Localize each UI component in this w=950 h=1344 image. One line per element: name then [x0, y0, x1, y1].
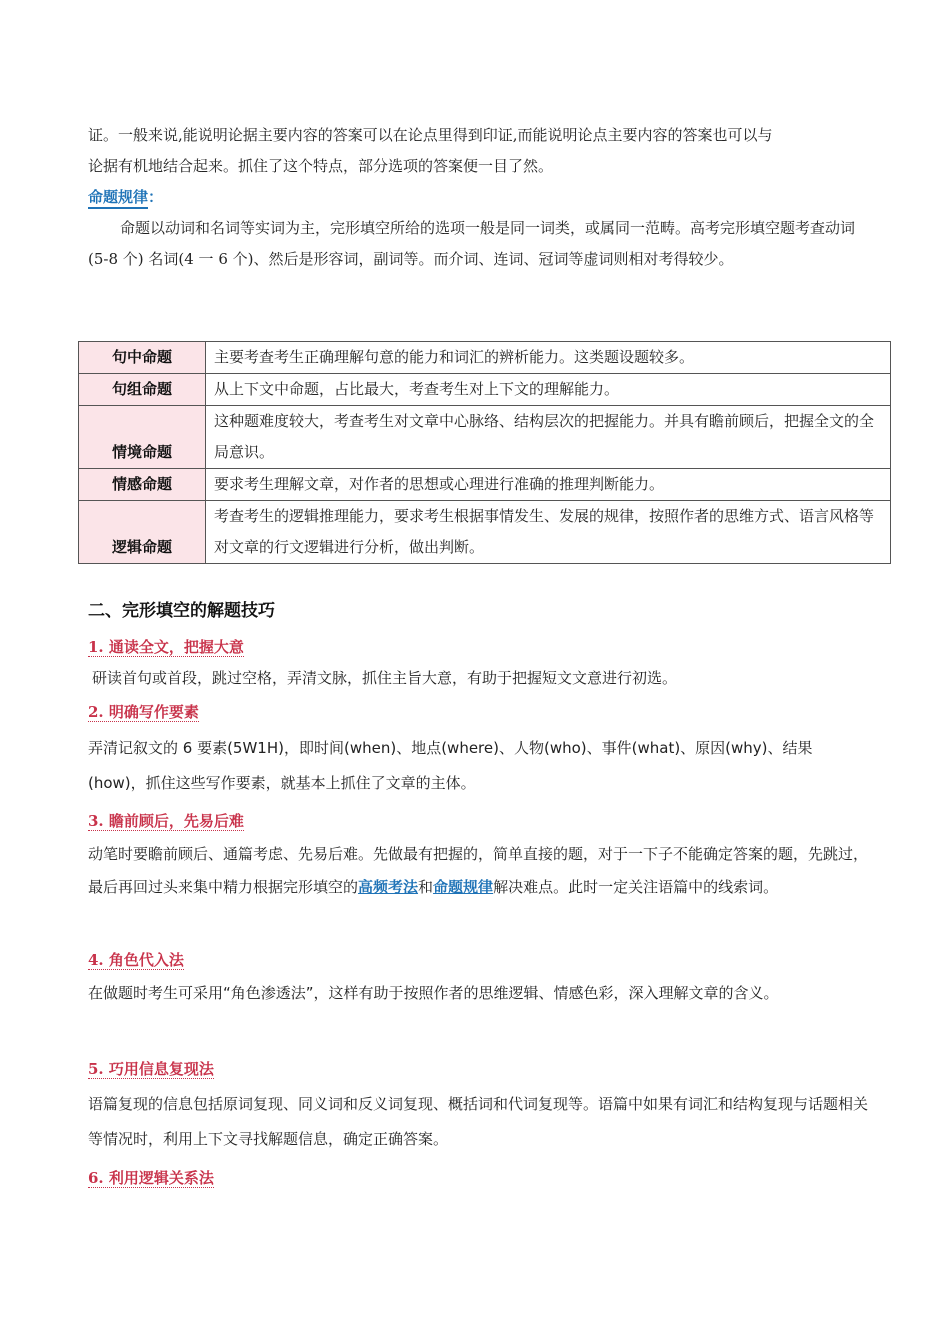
row-label: 逻辑命题 [79, 501, 206, 564]
tip-3-body-b: 解决难点。此时一定关注语篇中的线索词。 [493, 878, 779, 896]
row-text: 这种题难度较大，考查考生对文章中心脉络、结构层次的把握能力。并具有瞻前顾后，把握全文的全局意识。 [206, 406, 891, 469]
row-label: 情感命题 [79, 469, 206, 501]
tip-5-title-text: 5. 巧用信息复现法 [88, 1060, 214, 1078]
intro-line-1: 证。一般来说,能说明论据主要内容的答案可以在论点里得到印证,而能说明论点主要内容的答案也可以与 [88, 126, 773, 144]
row-label: 句组命题 [79, 374, 206, 406]
tip-6-title-text: 6. 利用逻辑关系法 [88, 1169, 214, 1187]
rules-heading-text: 命题规律 [88, 188, 148, 209]
table-row [79, 374, 891, 406]
table-row [79, 469, 891, 501]
rules-heading-colon: ： [148, 188, 164, 206]
row-text: 要求考生理解文章，对作者的思想或心理进行准确的推理判断能力。 [206, 469, 891, 501]
tip-3-and: 和 [418, 878, 434, 896]
tip-1-title-text: 1. 通读全文，把握大意 [88, 638, 244, 656]
tip-5-title [88, 1058, 214, 1079]
tip-5-body: 语篇复现的信息包括原词复现、同义词和反义词复现、概括词和代词复现等。语篇中如果有词汇和结构复现与话题相关等情况时，利用上下文寻找解题信息，确定正确答案。 [88, 1095, 869, 1148]
tip-2-title [88, 701, 199, 722]
row-text: 主要考查考生正确理解句意的能力和词汇的辨析能力。这类题设题较多。 [206, 342, 891, 374]
tip-3-body-a: 动笔时要瞻前顾后、通篇考虑、先易后难。先做最有把握的，简单直接的题，对于一下子不能确定答案的题，先跳过，最后再回过头来集中精力根据完形填空的 [88, 845, 869, 896]
tip-3-title-text: 3. 瞻前顾后，先易后难 [88, 812, 244, 830]
row-text: 从上下文中命题，占比最大，考查考生对上下文的理解能力。 [206, 374, 891, 406]
tip-4-body: 在做题时考生可采用“角色渗透法”，这样有助于按照作者的思维逻辑、情感色彩，深入理解文章的含义。 [88, 984, 779, 1002]
tip-2-title-text: 2. 明确写作要素 [88, 703, 199, 721]
tip-4-title [88, 949, 184, 970]
tip-3-body [88, 838, 868, 904]
high-frequency-link[interactable]: 高频考法 [358, 878, 419, 896]
tip-4-title-text: 4. 角色代入法 [88, 951, 184, 969]
table-row [79, 342, 891, 374]
row-label: 情境命题 [79, 406, 206, 469]
table-row [79, 501, 891, 564]
tip-2-body: 弄清记叙文的 6 要素(5W1H)，即时间(when)、地点(where)、人物(who)、事件(what)、原因(why)、结果(how)，抓住这些写作要素，就基本上抓住了文章的主体。 [88, 739, 813, 792]
tip-1-title [88, 636, 244, 657]
question-type-table [78, 341, 891, 564]
rules-paragraph: 命题以动词和名词等实词为主，完形填空所给的选项一般是同一词类，或属同一范畴。高考完形填空题考查动词(5-8 个) 名词(4 一 6 个)、然后是形容词，副词等。而介词、连词、冠词等虚词则相对考得较少。 [88, 219, 856, 268]
intro-line-2: 论据有机地结合起来。抓住了这个特点，部分选项的答案便一目了然。 [88, 157, 554, 175]
tip-6-title [88, 1167, 214, 1188]
table-row [79, 406, 891, 469]
section-title: 二、完形填空的解题技巧 [88, 601, 275, 621]
row-label: 句中命题 [79, 342, 206, 374]
rules-heading [88, 186, 163, 207]
tip-1-body: 研读首句或首段，跳过空格，弄清文脉，抓住主旨大意，有助于把握短文文意进行初选。 [92, 669, 678, 687]
tip-3-title [88, 810, 244, 831]
rules-link[interactable]: 命题规律 [433, 878, 494, 896]
row-text: 考查考生的逻辑推理能力，要求考生根据事情发生、发展的规律，按照作者的思维方式、语言风格等对文章的行文逻辑进行分析，做出判断。 [206, 501, 891, 564]
